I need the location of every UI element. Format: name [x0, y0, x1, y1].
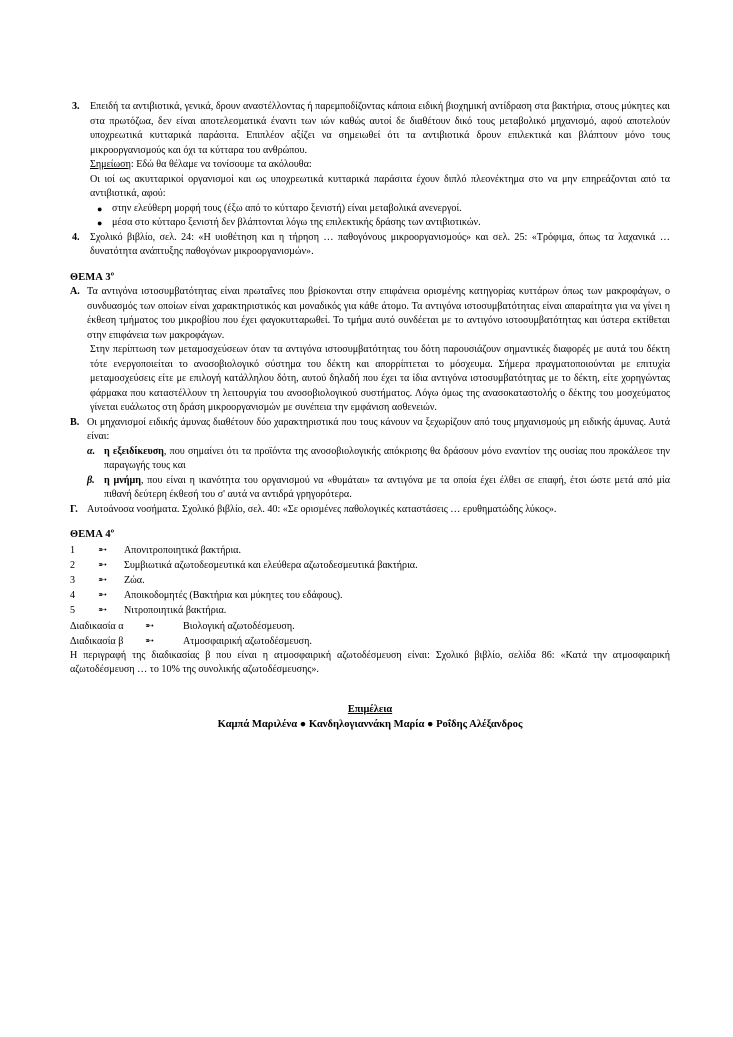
subitem-bold-term: η εξειδίκευση: [104, 445, 164, 457]
subitem-bold-term: η μνήμη: [104, 474, 141, 486]
list-item: [70, 634, 670, 649]
list-marker: 3.: [72, 101, 80, 112]
item-label: Αποικοδομητές (Βακτήρια και μύκητες του εδάφους).: [124, 590, 343, 602]
list-item-4: [70, 231, 670, 260]
arrow-icon: ➵: [98, 558, 108, 571]
list-item: [97, 202, 670, 217]
credits-title: Επιμέλεια: [347, 703, 393, 715]
note-paragraph: Οι ιοί ως ακυτταρικοί οργανισμοί και ως υποχρεωτικά κυτταρικά παράσιτα έχουν διπλό πλεονέκτημα στο να μην επηρεάζονται από τα αντιβιοτικά, αφού:: [90, 173, 670, 199]
section-heading-text: ΘΕΜΑ 4: [70, 529, 111, 540]
subitem-text: [104, 474, 670, 503]
arrow-icon: ➵: [98, 604, 108, 617]
subitem-rest: , που είναι η ικανότητα του οργανισμού να «θυμάται» τα αντιγόνα με τα οποία έχει έλθει σε επαφή, έτσι ώστε μετά από μία πιθανή δεύτερη έκθεσή του σ' αυτά να αντιδρά γρηγορότερα.: [104, 474, 670, 500]
arrow-icon: ➵: [145, 619, 155, 632]
part-b-subitem-alpha: [87, 445, 670, 474]
note-label: Σημείωση: [90, 159, 131, 170]
list-item: [70, 543, 670, 558]
list-item: [70, 603, 670, 618]
arrow-icon: ➵: [98, 589, 108, 602]
virus-advantages-list: [70, 202, 670, 231]
document-body: [70, 100, 670, 733]
subitem-marker: β.: [87, 474, 95, 486]
section-heading-theme4: [70, 528, 670, 543]
bullet-dot-icon: ●: [97, 218, 103, 228]
theme3-part-b: [70, 416, 670, 445]
process-value: Βιολογική αζωτοδέσμευση.: [183, 620, 295, 632]
arrow-icon: ➵: [145, 634, 155, 647]
credits-names: Καμπά Μαριλένα ● Κανδηλογιαννάκη Μαρία ● Ροΐδης Αλέξανδρος: [217, 718, 523, 730]
spacer: [70, 517, 670, 528]
part-b-subitem-beta: [87, 474, 670, 503]
item-index: 3: [70, 574, 76, 586]
part-marker: A.: [70, 286, 80, 297]
list-item: [97, 216, 670, 231]
part-c-paragraph: Αυτοάνοσα νοσήματα. Σχολικό βιβλίο, σελ. 40: «Σε ορισμένες παθολογικές καταστάσεις … ερυθηματώδης λύκος».: [87, 503, 557, 515]
theme3-part-a: [70, 285, 670, 343]
process-value: Ατμοσφαιρική αζωτοδέσμευση.: [183, 635, 312, 647]
theme4-process-list: [70, 619, 670, 649]
note-rest: : Εδώ θα θέλαμε να τονίσουμε τα ακόλουθα:: [130, 159, 312, 170]
list-item: [70, 619, 670, 634]
note-line: [90, 158, 670, 173]
subitem-text: [104, 445, 670, 474]
item-label: Νιτροποιητικά βακτήρια.: [124, 605, 227, 617]
arrow-icon: ➵: [98, 573, 108, 586]
process-label: Διαδικασία α: [70, 620, 124, 632]
subitem-marker: α.: [87, 445, 96, 457]
part-marker: Γ.: [70, 503, 78, 515]
item-label: Απονιτροποιητικά βακτήρια.: [124, 544, 241, 556]
part-b-intro: Οι μηχανισμοί ειδικής άμυνας διαθέτουν δύο χαρακτηριστικά που τους κάνουν να ξεχωρίζουν από τους μηχανισμούς μη ειδικής άμυνας. Αυτά είναι:: [87, 416, 670, 442]
section-heading-theme3: [70, 271, 670, 286]
spacer: [70, 260, 670, 271]
list-item: [70, 588, 670, 603]
part-a-paragraph-2: Στην περίπτωση των μεταμοσχεύσεων όταν τα αντιγόνα ιστοσυμβατότητας του δότη παρουσιάζουν σημαντικές διαφορές με αυτά του δέκτη τότε ενεργοποιείται το ανοσοβιολογικό σύστημα του δέκτη και απορρίπτεται το μόσχευμα. Σήμερα πραγματοποιούνται με επιτυχία μεταμοσχεύσεις είτε με επιλογή κατάλληλου δότη, αυτού δηλαδή που έχει τα ίδια αντιγόνα ιστοσυμβατότητας με το δέκτη, είτε χορηγώντας φάρμακα που καταστέλλουν τη λειτουργία του ανοσοβιολογικού συστήματος. Λόγω όμως της ανασοκαταστολής ο δέκτης του μοσχεύματος γίνεται ευάλωτος στη δράση μικροοργανισμών με συνέπεια την εμφάνιση ασθενειών.: [90, 344, 670, 413]
item-index: 5: [70, 605, 76, 617]
item-index: 1: [70, 544, 76, 556]
section-heading-ordinal: ο: [110, 527, 115, 535]
theme4-numbered-list: [70, 543, 670, 619]
item-index: 4: [70, 590, 76, 602]
list-item: [70, 558, 670, 573]
list-item-3: [70, 100, 670, 158]
list-item-3-paragraph: Επειδή τα αντιβιοτικά, γενικά, δρουν αναστέλλοντας ή παρεμποδίζοντας κάποια ειδική βιοχημική αντίδραση στα βακτήρια, στους μύκητες και στα πρωτόζωα, δεν είναι αποτελεσματικά έναντι των ιών καθώς αυτοί δε διαθέτουν δικό τους μεταβολικό μηχανισμό, αφού αποτελούν υποχρεωτικά κυτταρικά παράσιτα. Επιπλέον αξίζει να σημειωθεί ότι τα αντιβιοτικά δρουν επιλεκτικά και βλάπτουν μόνο τους μικροοργανισμούς και όχι τα κύτταρα του ανθρώπου.: [90, 101, 670, 156]
list-item-4-paragraph: Σχολικό βιβλίο, σελ. 24: «Η υιοθέτηση και η τήρηση … παθογόνους μικροοργανισμούς» και σελ. 25: «Τρόφιμα, όπως τα λαχανικά … δυνατότητα ανάπτυξης παθογόνων μικροοργανισμών».: [90, 231, 670, 257]
list-marker: 4.: [72, 231, 80, 243]
item-index: 2: [70, 559, 76, 571]
theme4-closing-paragraph: Η περιγραφή της διαδικασίας β που είναι η ατμοσφαιρική αζωτοδέσμευση είναι: Σχολικό βιβλίο, σελίδα 86: «Κατά την ατμοσφαιρική αζωτοδέσμευση … το 10% της συνολικής αζωτοδέσμευσης».: [70, 649, 670, 676]
list-item-label: στην ελεύθερη μορφή τους (έξω από το κύτταρο ξενιστή) είναι μεταβολικά ανενεργοί.: [112, 202, 462, 214]
item-label: Συμβιωτικά αζωτοδεσμευτικά και ελεύθερα αζωτοδεσμευτικά βακτήρια.: [124, 559, 418, 571]
subitem-rest: , που σημαίνει ότι τα προϊόντα της ανοσοβιολογικής απόκρισης θα δράσουν μόνο εναντίον της ουσίας που προκάλεσε την παραγωγής τους και: [104, 445, 670, 471]
arrow-icon: ➵: [98, 543, 108, 556]
process-label: Διαδικασία β: [70, 635, 124, 647]
theme3-part-c: [70, 503, 670, 518]
part-a-paragraph-1: Τα αντιγόνα ιστοσυμβατότητας είναι πρωταΐνες που βρίσκονται στην επιφάνεια ορισμένης κατηγορίας κυττάρων όπως των μακροφάγων, ο συνδυασμός των οποίων είναι χαρακτηριστικός και μοναδικός για κάθε άτομο. Τα αντιγόνα ιστοσυμβατότητας είναι απαραίτητα για να γίνει η έκθεση τμήματος του μικροβίου που έχει φαγοκυτταρωθεί. Το τμήμα αυτό συνδέεται με το αντιγόνο ιστοσυμβατότητας και ύστερα εκτίθεται στην επιφάνεια των μακροφάγων.: [87, 286, 670, 341]
section-heading-text: ΘΕΜΑ 3: [70, 271, 111, 283]
section-heading-ordinal: ο: [110, 270, 115, 278]
bullet-dot-icon: ●: [97, 203, 103, 214]
item-label: Ζώα.: [124, 574, 145, 586]
list-item: [70, 573, 670, 588]
credits-block: [70, 702, 670, 733]
list-item-label: μέσα στο κύτταρο ξενιστή δεν βλάπτονται λόγω της επιλεκτικής δράσης των αντιβιοτικών.: [112, 217, 481, 228]
part-marker: B.: [70, 416, 80, 428]
